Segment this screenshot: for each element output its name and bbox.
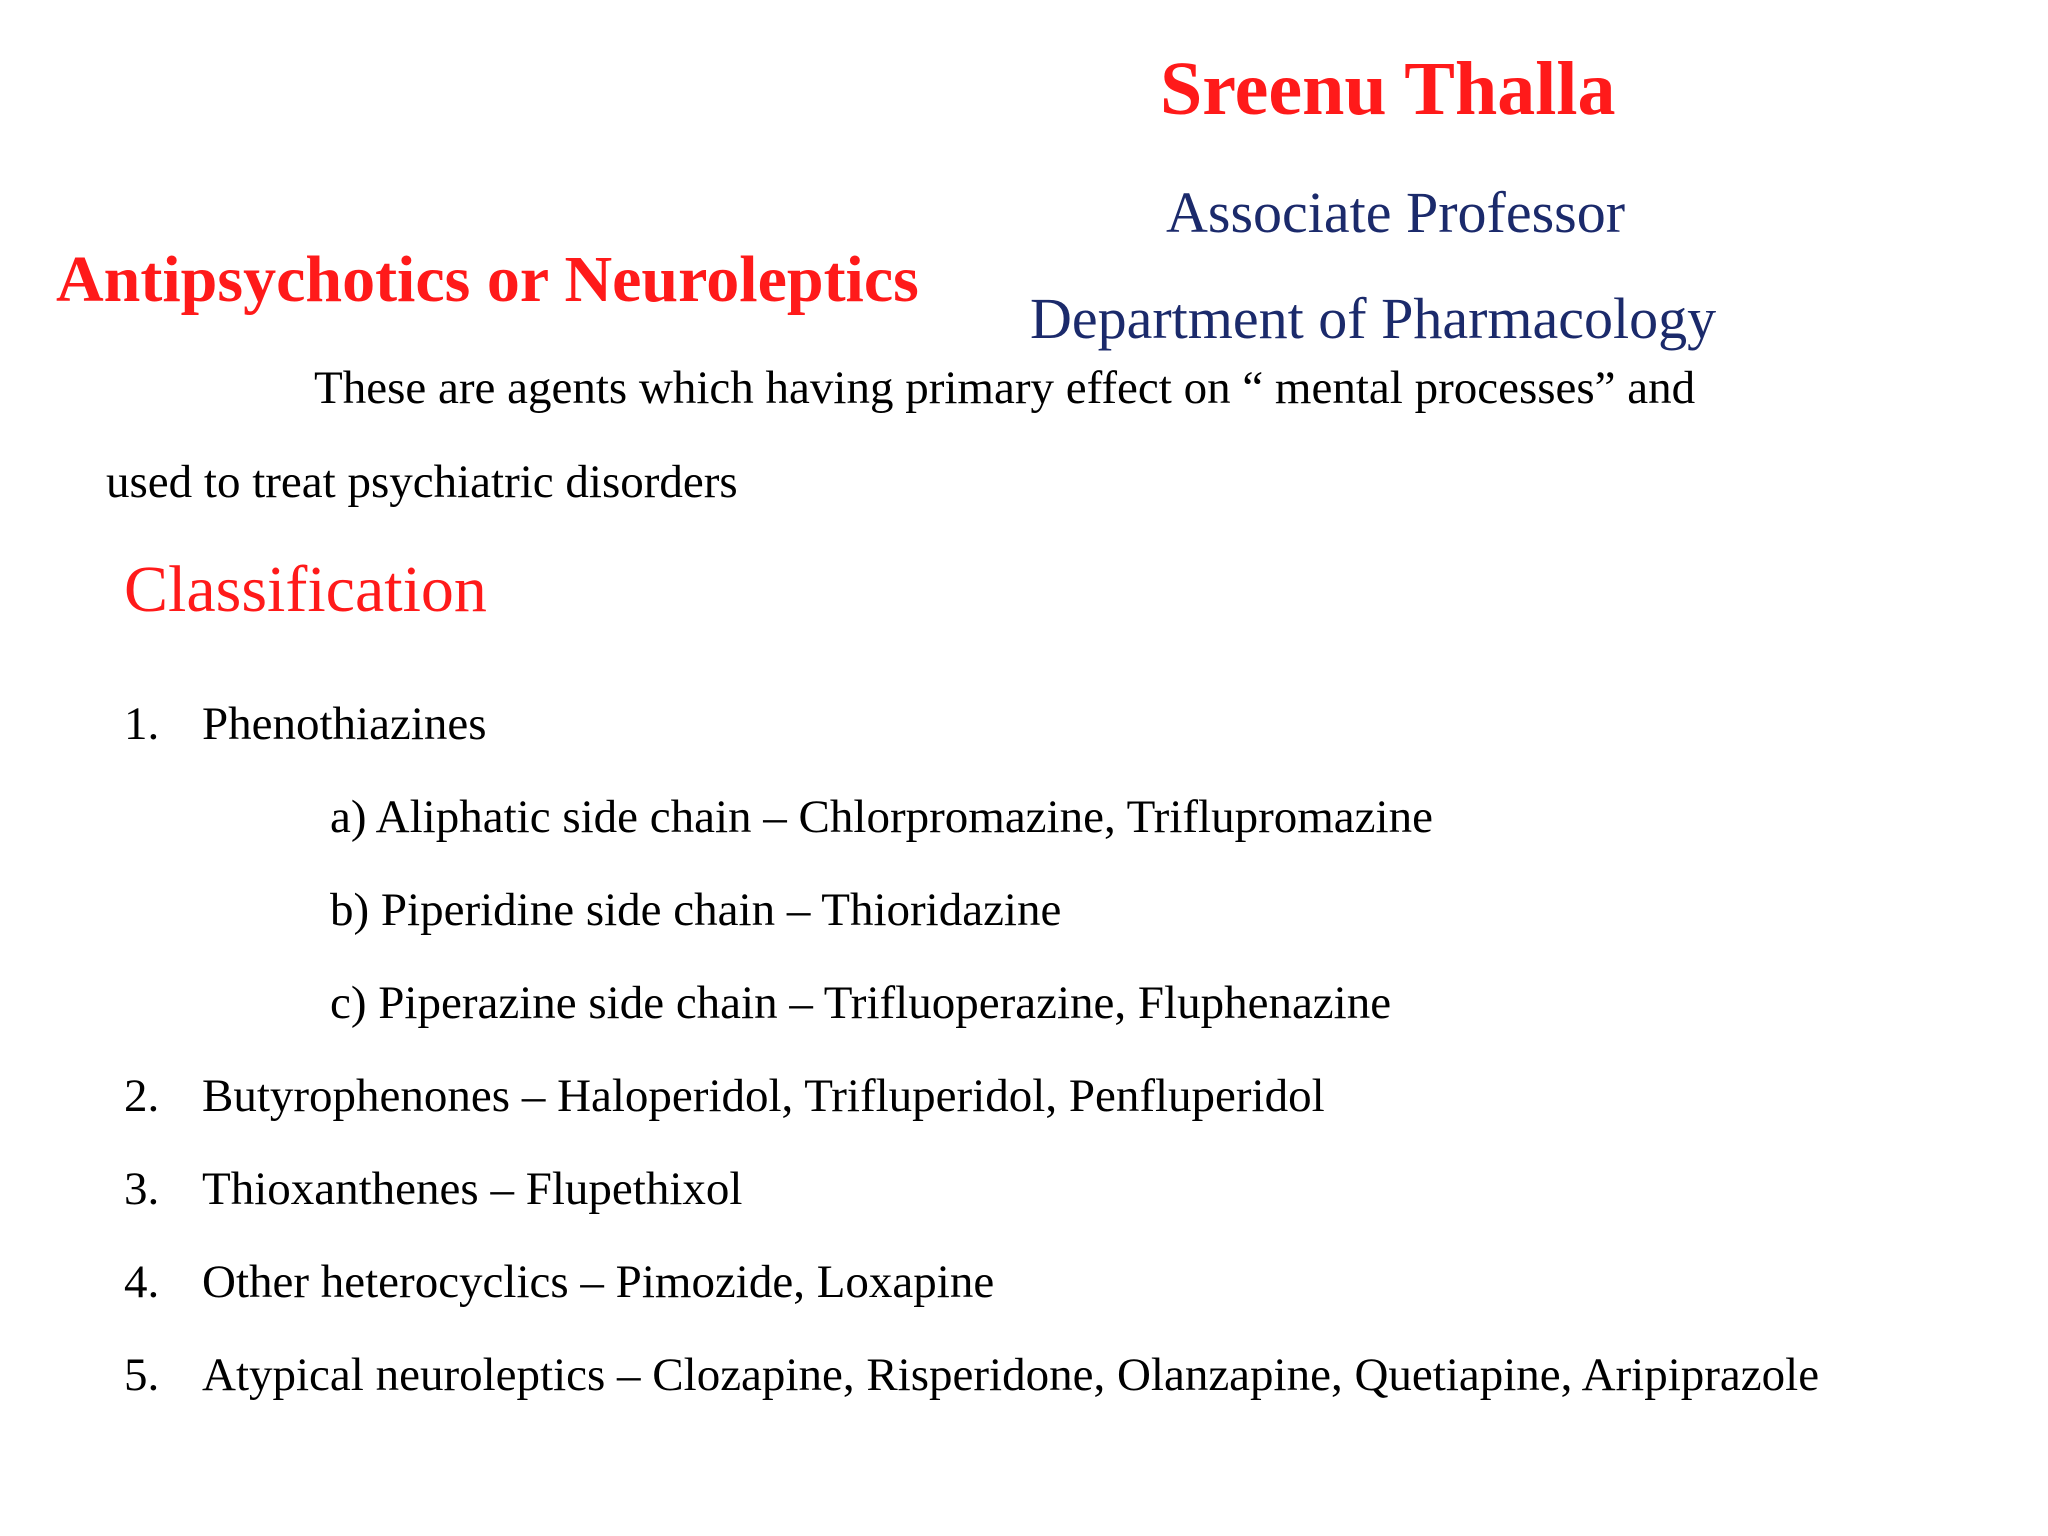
sub-list-item-text: b) Piperidine side chain – Thioridazine xyxy=(330,884,1062,936)
list-item-text: Atypical neuroleptics – Clozapine, Risperidone, Olanzapine, Quetiapine, Aripiprazole xyxy=(202,1349,1820,1401)
list-item-number: 2. xyxy=(124,1070,160,1122)
sub-list-item-text: a) Aliphatic side chain – Chlorpromazine, Triflupromazine xyxy=(330,791,1433,843)
list-item-number: 4. xyxy=(124,1256,160,1308)
list-item-text: Other heterocyclics – Pimozide, Loxapine xyxy=(202,1256,995,1308)
author-department: Department of Pharmacology xyxy=(1030,286,1717,351)
intro-line-2: used to treat psychiatric disorders xyxy=(106,456,738,508)
slide-title: Antipsychotics or Neuroleptics xyxy=(56,243,919,316)
list-item-text: Butyrophenones – Haloperidol, Trifluperidol, Penfluperidol xyxy=(202,1070,1325,1122)
list-item-number: 5. xyxy=(124,1349,160,1401)
list-item-text: Thioxanthenes – Flupethixol xyxy=(202,1163,743,1215)
author-title: Associate Professor xyxy=(1166,180,1626,245)
section-heading: Classification xyxy=(124,553,487,626)
intro-line-1: These are agents which having primary effect on “ mental processes” and xyxy=(314,362,1696,414)
list-item-text: Phenothiazines xyxy=(202,698,487,750)
sub-list-item-text: c) Piperazine side chain – Trifluoperazine, Fluphenazine xyxy=(330,977,1392,1029)
list-item-number: 3. xyxy=(124,1163,160,1215)
author-name: Sreenu Thalla xyxy=(1160,47,1616,131)
list-item-number: 1. xyxy=(124,698,160,750)
